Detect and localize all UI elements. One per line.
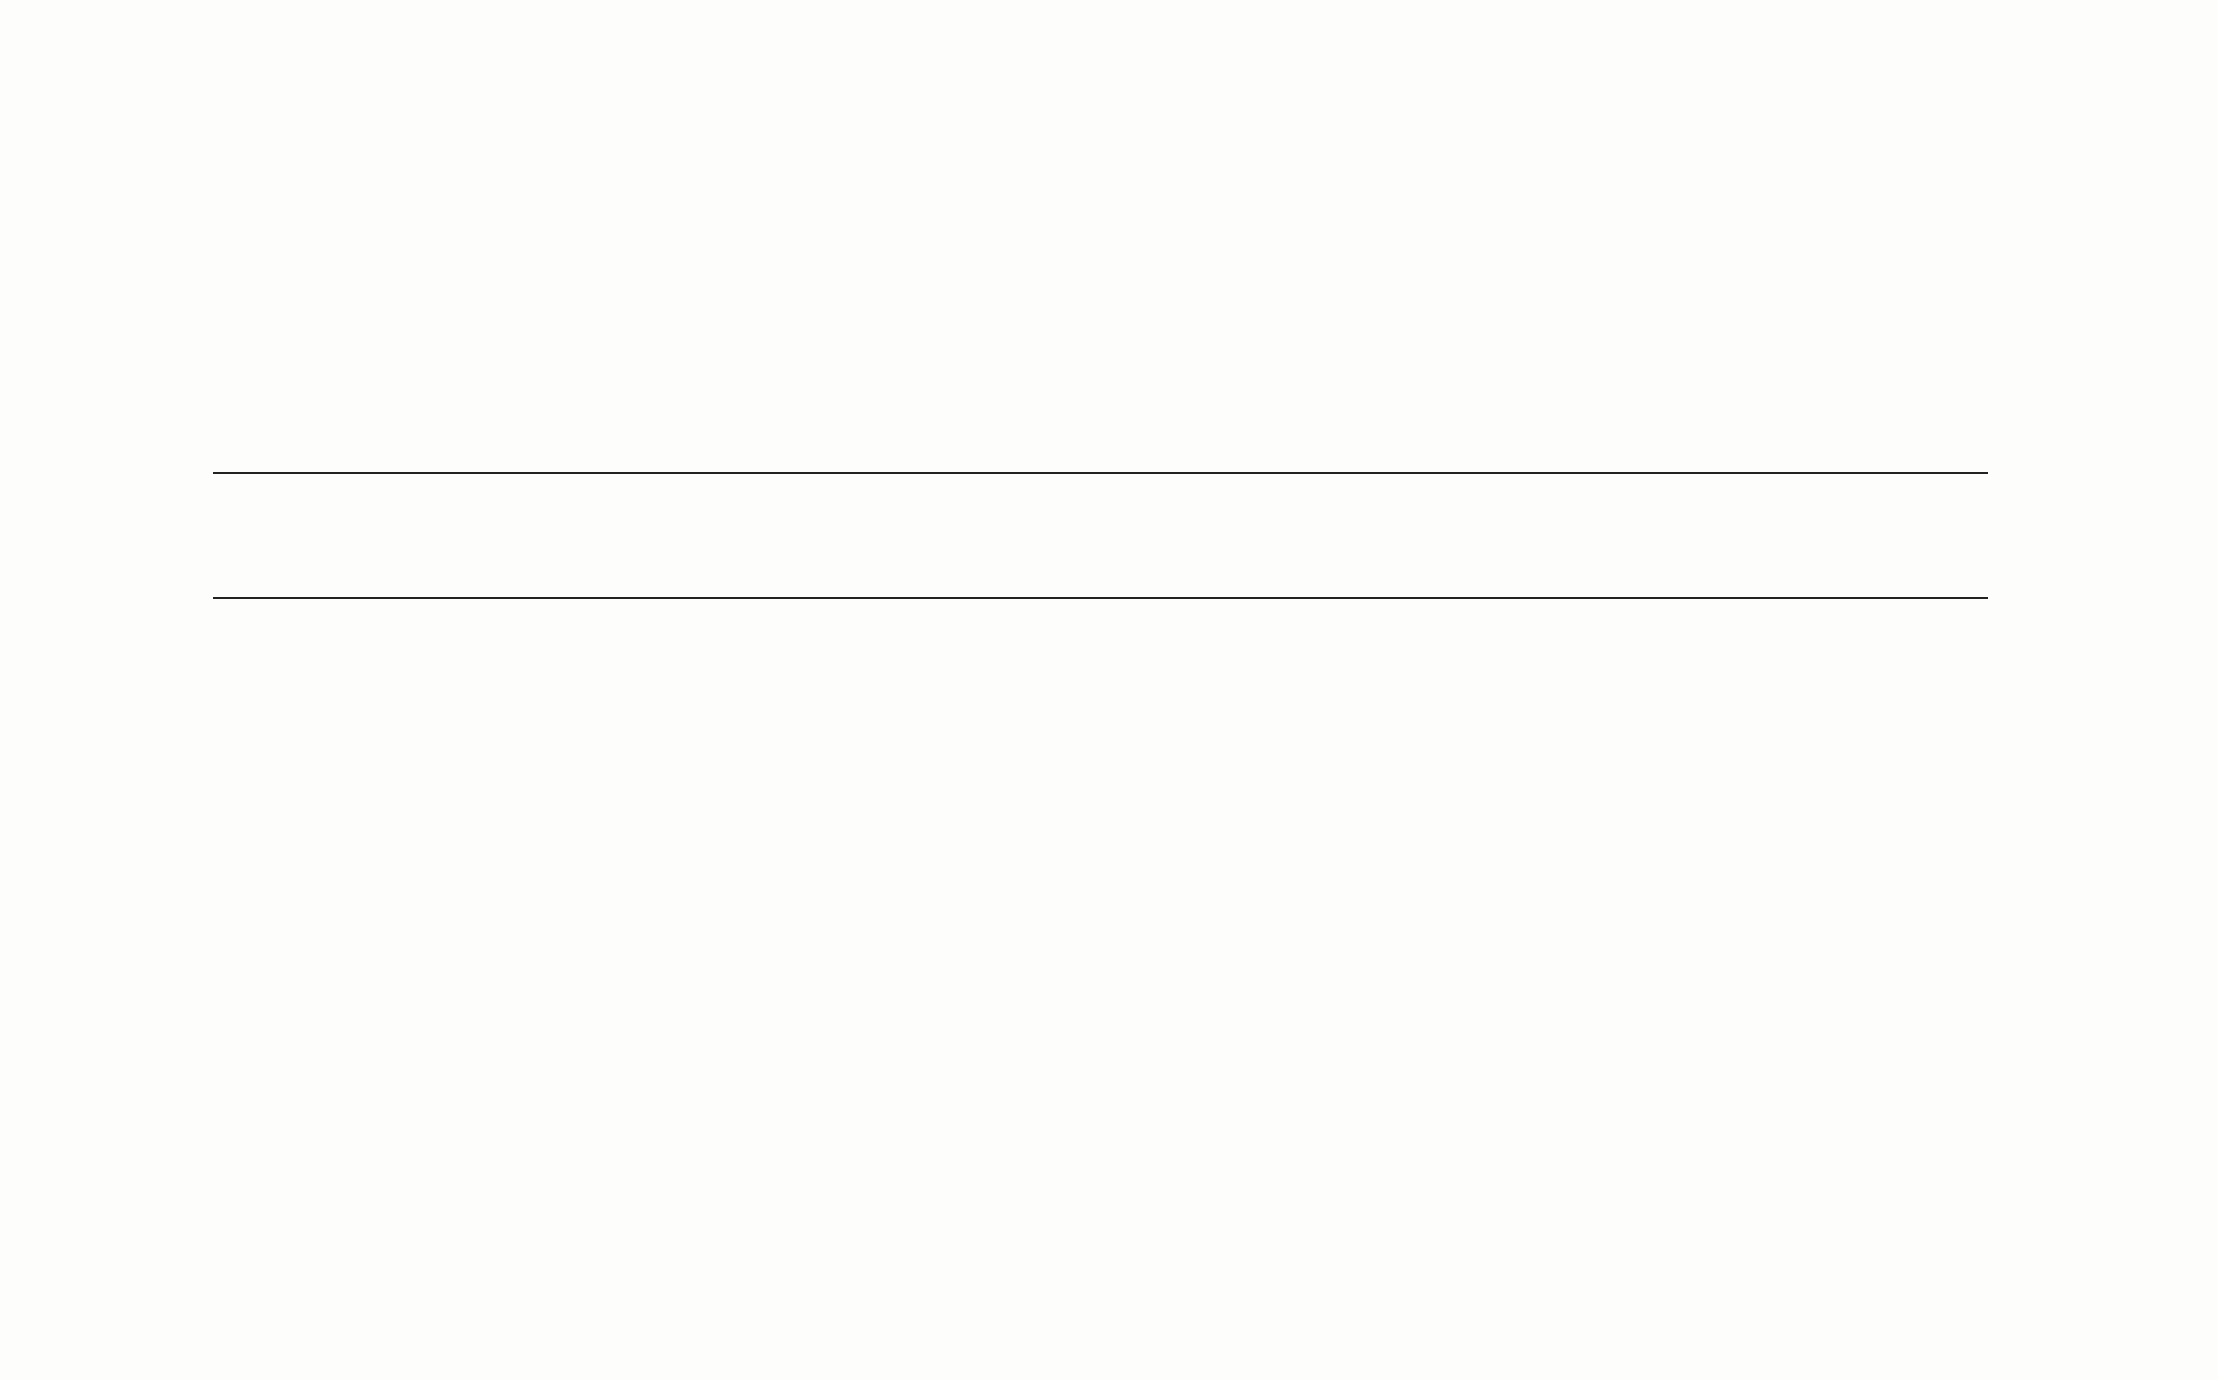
section-rule xyxy=(213,472,1988,474)
header-rule xyxy=(213,597,1988,599)
